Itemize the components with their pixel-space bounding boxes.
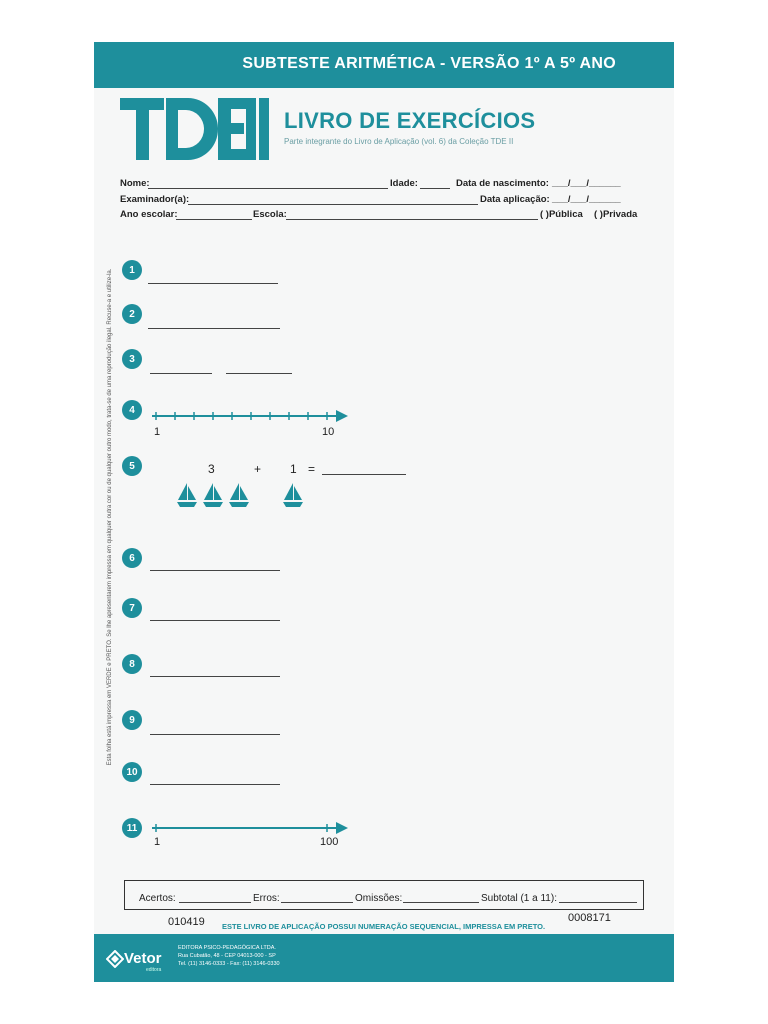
birthdate-label: Data de nascimento:	[456, 178, 549, 189]
school-field[interactable]	[286, 219, 538, 220]
grade-label: Ano escolar:	[120, 209, 178, 220]
grade-field[interactable]	[176, 219, 252, 220]
score-box	[124, 880, 644, 910]
question-number-7: 7	[122, 598, 142, 618]
question-number-5: 5	[122, 456, 142, 476]
field-row-2	[120, 194, 650, 208]
form-code: 010419	[168, 916, 205, 928]
field-row-1	[120, 178, 650, 192]
private-school-option[interactable]: ( )Privada	[594, 209, 638, 220]
number-line-11-start: 1	[154, 836, 161, 848]
subtest-title: SUBTESTE ARITMÉTICA - VERSÃO 1º A 5º ANO	[242, 55, 616, 72]
question-number-3: 3	[122, 349, 142, 369]
name-label: Nome:	[120, 178, 150, 189]
answer-line-1[interactable]	[148, 283, 278, 284]
answer-line-5[interactable]	[322, 474, 406, 475]
omissions-field[interactable]	[403, 902, 479, 903]
answer-line-3b[interactable]	[226, 373, 292, 374]
application-date-label: Data aplicação:	[480, 194, 550, 205]
worksheet-page	[94, 42, 674, 982]
answer-line-2[interactable]	[148, 328, 280, 329]
question-number-11: 11	[122, 818, 142, 838]
equals-sign: =	[308, 462, 316, 476]
application-date-field[interactable]: ___/___/______	[552, 194, 621, 205]
publisher-info	[178, 944, 280, 968]
sailboat-icon	[202, 482, 224, 508]
book-subtitle: Parte integrante do Livro de Aplicação (vol. 6) da Coleção TDE II	[284, 137, 514, 146]
subtotal-label: Subtotal (1 a 11):	[481, 893, 557, 904]
correct-label: Acertos:	[139, 893, 176, 904]
number-line-1-10	[150, 406, 350, 426]
addend-b: 1	[290, 462, 297, 476]
question-number-4: 4	[122, 400, 142, 420]
sailboat-icon	[228, 482, 250, 508]
vetor-brand-sub: editora	[146, 967, 162, 973]
legal-side-note-text: Esta folha está impressa em VERDE e PRETO. Se lhe apresentarem impressa em qualquer outra cor ou de qualquer outro modo, trata-se de uma reprodução ilegal. Recuse-a e utilize-la.	[107, 268, 113, 766]
errors-field[interactable]	[281, 902, 353, 903]
question-number-6: 6	[122, 548, 142, 568]
examiner-label: Examinador(a):	[120, 194, 190, 205]
number-line-4-start: 1	[154, 426, 161, 438]
answer-line-10[interactable]	[150, 784, 280, 785]
number-line-1-100	[150, 818, 350, 838]
question-number-9: 9	[122, 710, 142, 730]
number-line-4-end: 10	[322, 426, 335, 438]
answer-line-6[interactable]	[150, 570, 280, 571]
public-school-option[interactable]: ( )Pública	[540, 209, 583, 220]
vetor-brand: Vetor	[124, 950, 162, 967]
tde-logo	[120, 98, 270, 160]
question-number-10: 10	[122, 762, 142, 782]
subtotal-field[interactable]	[559, 902, 637, 903]
school-label: Escola:	[253, 209, 287, 220]
sequence-note: ESTE LIVRO DE APLICAÇÃO POSSUI NUMERAÇÃO SEQUENCIAL, IMPRESSA EM PRETO.	[222, 922, 546, 931]
answer-line-7[interactable]	[150, 620, 280, 621]
vetor-logo-icon	[106, 950, 124, 968]
book-title: LIVRO DE EXERCÍCIOS	[284, 108, 536, 133]
birthdate-field[interactable]: ___/___/______	[552, 178, 621, 189]
footer-band	[94, 934, 674, 982]
correct-field[interactable]	[179, 902, 251, 903]
question-number-8: 8	[122, 654, 142, 674]
answer-line-8[interactable]	[150, 676, 280, 677]
serial-number: 0008171	[568, 912, 611, 924]
publisher-name: EDITORA PSICO-PEDAGÓGICA LTDA.	[178, 945, 276, 951]
answer-line-9[interactable]	[150, 734, 280, 735]
examiner-field[interactable]	[188, 204, 478, 205]
publisher-address: Rua Cubatão, 48 - CEP 04013-000 - SP	[178, 953, 276, 959]
omissions-label: Omissões:	[355, 893, 403, 904]
sailboat-icon	[176, 482, 198, 508]
question-number-1: 1	[122, 260, 142, 280]
publisher-phone: Tel. (11) 3146-0333 - Fax: (11) 3146-0330	[178, 961, 280, 967]
addend-a: 3	[208, 462, 215, 476]
name-field[interactable]	[148, 188, 388, 189]
number-line-11-end: 100	[320, 836, 339, 848]
age-field[interactable]	[420, 188, 450, 189]
question-number-2: 2	[122, 304, 142, 324]
age-label: Idade:	[390, 178, 418, 189]
field-row-3	[120, 209, 650, 223]
errors-label: Erros:	[253, 893, 280, 904]
legal-side-note	[96, 242, 113, 802]
plus-sign: +	[254, 462, 262, 476]
sailboat-icon	[282, 482, 304, 508]
header-band	[94, 42, 674, 88]
answer-line-3a[interactable]	[150, 373, 212, 374]
